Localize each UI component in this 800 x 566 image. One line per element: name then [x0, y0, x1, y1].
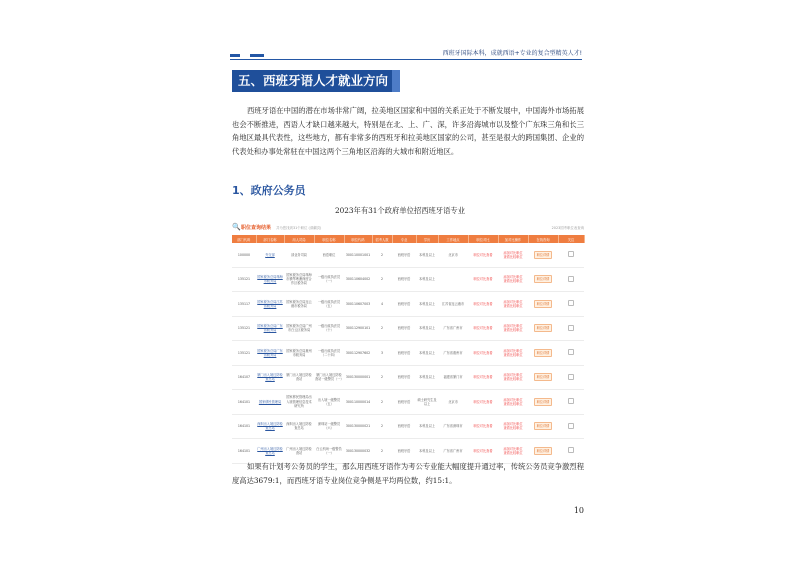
cell-major: 西班牙语 [392, 292, 416, 317]
consult-button[interactable]: 职位详情 [534, 324, 553, 332]
column-header: 招考人数 [372, 235, 392, 243]
cell-follow[interactable] [558, 243, 584, 267]
cell-compare[interactable]: 职位对比查看 [468, 316, 498, 341]
cell-loc: 福建省厦门市 [438, 365, 468, 390]
cell-num: 4 [372, 292, 392, 317]
cell-num: 2 [372, 365, 392, 390]
follow-checkbox[interactable] [568, 374, 574, 380]
cell-num: 2 [372, 243, 392, 267]
cell-consult[interactable] [528, 292, 558, 317]
cell-code: 100000 [232, 243, 256, 267]
consult-button[interactable]: 职位详情 [534, 447, 553, 455]
cell-loc: 广东省广州市 [438, 439, 468, 464]
cell-code: 135117 [232, 292, 256, 317]
cell-act[interactable]: 添加对比职位 查看比较职位 [498, 292, 528, 317]
column-header: 关注 [558, 235, 584, 243]
table-title: 职位查询结果 [241, 225, 272, 231]
cell-compare[interactable]: 职位对比查看 [468, 414, 498, 439]
cell-edu: 本科及以上 [416, 341, 438, 366]
follow-checkbox[interactable] [568, 398, 574, 404]
cell-loc: 广东省惠州市 [438, 341, 468, 366]
cell-dept[interactable]: 广州出入境边防检查总站 [256, 439, 284, 464]
cell-follow[interactable] [558, 292, 584, 317]
cell-compare[interactable]: 职位对比查看 [468, 292, 498, 317]
job-table [232, 235, 585, 464]
cell-compare[interactable]: 职位对比查看 [468, 341, 498, 366]
column-header: 用人司局 [284, 235, 314, 243]
cell-pos: 深圳站一级警员（六） [314, 414, 344, 439]
cell-major: 西班牙语 [392, 365, 416, 390]
consult-button[interactable]: 职位详情 [534, 422, 553, 430]
cell-edu: 本科及以上 [416, 267, 438, 292]
table-row [232, 316, 584, 341]
cell-pos: 一级行政执法员（十） [314, 316, 344, 341]
cell-code: 135121 [232, 267, 256, 292]
cell-follow[interactable] [558, 316, 584, 341]
cell-pcode: 300130000001 [344, 365, 372, 390]
cell-edu: 硕士研究生及以上 [416, 390, 438, 415]
cell-code: 135121 [232, 316, 256, 341]
cell-act[interactable]: 添加对比职位 查看比较职位 [498, 341, 528, 366]
table-row [232, 292, 584, 317]
cell-pcode: 300110001001 [344, 243, 372, 267]
cell-bureau: 国家税务总局珠海市横琴粤澳深度合作区税务局 [284, 267, 314, 292]
follow-checkbox[interactable] [568, 251, 574, 257]
cell-num: 2 [372, 390, 392, 415]
follow-checkbox[interactable] [568, 447, 574, 453]
consult-button[interactable]: 职位详情 [534, 349, 553, 357]
cell-dept[interactable]: 国家税务总局珠海市税务局 [256, 267, 284, 292]
cell-act[interactable]: 添加对比职位 查看比较职位 [498, 439, 528, 464]
cell-bureau: 国家税务总局惠州市税务局 [284, 341, 314, 366]
cell-dept[interactable]: 深圳出入境边防检查总站 [256, 414, 284, 439]
cell-num: 2 [372, 439, 392, 464]
cell-bureau: 国家税务总局广州市白云区税务局 [284, 316, 314, 341]
subsection-title: 1、政府公务员 [232, 184, 306, 197]
cell-pcode: 300110604002 [344, 267, 372, 292]
cell-code: 135121 [232, 341, 256, 366]
cell-consult[interactable] [528, 243, 558, 267]
column-header: 在线咨询 [528, 235, 558, 243]
cell-pos: 出入境一级警员（五） [314, 390, 344, 415]
consult-button[interactable]: 职位详情 [534, 398, 553, 406]
table-row [232, 267, 584, 292]
cell-loc: 广东省广州市 [438, 316, 468, 341]
column-header: 部门名称 [256, 235, 284, 243]
cell-pos: 西语职位 [314, 243, 344, 267]
column-header: 学历 [416, 235, 438, 243]
cell-code: 164101 [232, 414, 256, 439]
cell-edu: 本科及以上 [416, 439, 438, 464]
cell-compare[interactable]: 职位对比查看 [468, 390, 498, 415]
cell-major: 西班牙语 [392, 439, 416, 464]
cell-pcode: 300130000032 [344, 439, 372, 464]
column-header: 职位对比 [468, 235, 498, 243]
cell-act[interactable]: 添加对比职位 查看比较职位 [498, 365, 528, 390]
column-header: 专业 [392, 235, 416, 243]
column-header: 职位代码 [344, 235, 372, 243]
cell-major: 西班牙语 [392, 390, 416, 415]
cell-pos: 一级行政执法员（五） [314, 292, 344, 317]
cell-consult[interactable] [528, 414, 558, 439]
cell-major: 西班牙语 [392, 267, 416, 292]
table-header-row [232, 235, 584, 243]
cell-consult[interactable] [528, 267, 558, 292]
cell-act[interactable]: 添加对比职位 查看比较职位 [498, 267, 528, 292]
cell-edu: 本科及以上 [416, 292, 438, 317]
cell-act[interactable]: 添加对比职位 查看比较职位 [498, 390, 528, 415]
cell-major: 西班牙语 [392, 341, 416, 366]
intro-paragraph: 西班牙语在中国的潜在市场非常广阔，拉美地区国家和中国的关系正处于不断发展中，中国海外市场拓展也会不断推进，西语人才缺口越来越大，特别是在北、上、广、深，许多沿海城市以及整个广东珠三角和长三角地区最具代表性，这些地方，都有非常多的西班牙和拉美地区国家的公司，甚至是很大的跨国集团、企业的代表处和办事处常驻在中国这两个三角地区沿海的大城市和附近地区。 [232, 106, 584, 156]
cell-act[interactable]: 添加对比职位 查看比较职位 [498, 414, 528, 439]
table-row [232, 243, 584, 267]
cell-pos: 一级行政执法员（一） [314, 267, 344, 292]
cell-follow[interactable] [558, 390, 584, 415]
cell-num: 2 [372, 414, 392, 439]
cell-compare[interactable]: 职位对比查看 [468, 365, 498, 390]
cell-follow[interactable] [558, 414, 584, 439]
cell-follow[interactable] [558, 267, 584, 292]
cell-act[interactable]: 添加对比职位 查看比较职位 [498, 243, 528, 267]
cell-num: 2 [372, 316, 392, 341]
cell-dept[interactable]: 外交部 [256, 243, 284, 267]
column-header: 职位名称 [314, 235, 344, 243]
cell-loc: 江苏省连云港市 [438, 292, 468, 317]
cell-pcode: 300112900101 [344, 316, 372, 341]
cell-bureau: 国家移民管理局出入境管理信息技术研究所 [284, 390, 314, 415]
table-row [232, 365, 584, 390]
consult-button[interactable]: 职位详情 [534, 251, 553, 259]
table-header-bar [232, 221, 584, 235]
header-rule [230, 59, 582, 60]
cell-pos: 白云机场一级警员（一） [314, 439, 344, 464]
cell-consult[interactable] [528, 365, 558, 390]
follow-checkbox[interactable] [568, 325, 574, 331]
cell-follow[interactable] [558, 341, 584, 366]
follow-checkbox[interactable] [568, 349, 574, 355]
cell-major: 西班牙语 [392, 414, 416, 439]
cell-edu: 本科及以上 [416, 414, 438, 439]
cell-follow[interactable] [558, 365, 584, 390]
cell-compare[interactable]: 职位对比查看 [468, 439, 498, 464]
consult-button[interactable]: 职位详情 [534, 275, 553, 283]
column-header: 工作地点 [438, 235, 468, 243]
cell-dept[interactable]: 国家税务总局江苏省税务局 [256, 292, 284, 317]
cell-pcode: 300110000014 [344, 390, 372, 415]
cell-pcode: 300130000021 [344, 414, 372, 439]
document-page [208, 40, 592, 530]
page-number: 10 [573, 506, 584, 515]
cell-code: 164101 [232, 439, 256, 464]
cell-compare[interactable]: 职位对比查看 [468, 267, 498, 292]
table-subtitle: 共为您找到31个职位 (请翻页) [276, 226, 322, 230]
cell-major: 西班牙语 [392, 243, 416, 267]
table-row [232, 390, 584, 415]
cell-code: 164101 [232, 390, 256, 415]
header-tagline: 西班牙国际本科，成就西语+专业的复合型精英人才! [442, 50, 582, 57]
follow-checkbox[interactable] [568, 300, 574, 306]
cell-consult[interactable] [528, 341, 558, 366]
cell-dept[interactable]: 国家税务总局广东省税务局 [256, 316, 284, 341]
table-row [232, 414, 584, 439]
cell-loc: 广东省深圳市 [438, 414, 468, 439]
cell-pos: 厦门出入境边防检查站一级警员（一） [314, 365, 344, 390]
cell-bureau: 国家税务总局连云港市税务局 [284, 292, 314, 317]
cell-bureau: 深圳出入境边防检查总站 [284, 414, 314, 439]
cell-pos: 一级行政执法员（二十四） [314, 341, 344, 366]
cell-major: 西班牙语 [392, 316, 416, 341]
closing-paragraph: 如果有计划考公务员的学生，那么用西班牙语作为考公专业能大幅度提升通过率，传统公务员竞争激烈程度高达3679:1，而西班牙语专业岗位竞争侧是平均两位数，约15:1。 [232, 462, 584, 485]
cell-num: 3 [372, 341, 392, 366]
table-row [232, 341, 584, 366]
table-right-note: 2023国考职位表查询 [551, 226, 584, 230]
cell-compare[interactable]: 职位对比查看 [468, 243, 498, 267]
cell-pcode: 300112907602 [344, 341, 372, 366]
cell-consult[interactable] [528, 316, 558, 341]
follow-checkbox[interactable] [568, 423, 574, 429]
cell-consult[interactable] [528, 390, 558, 415]
cell-dept[interactable]: 国家税务总局广东省税务局 [256, 341, 284, 366]
cell-bureau: 厦门出入境边防检查站 [284, 365, 314, 390]
cell-edu: 本科及以上 [416, 365, 438, 390]
cell-dept[interactable]: 国家移民管理局 [256, 390, 284, 415]
header-decoration [230, 54, 270, 58]
column-header: 部门代码 [232, 235, 256, 243]
follow-checkbox[interactable] [568, 276, 574, 282]
cell-act[interactable]: 添加对比职位 查看比较职位 [498, 316, 528, 341]
cell-edu: 本科及以上 [416, 316, 438, 341]
cell-edu: 本科及以上 [416, 243, 438, 267]
section-title: 五、西班牙语人才就业方向 [232, 70, 400, 92]
cell-loc [438, 267, 468, 292]
cell-bureau: 广州出入境边防检查站 [284, 439, 314, 464]
consult-button[interactable]: 职位详情 [534, 373, 553, 381]
cell-dept[interactable]: 厦门出入境边防检查总站 [256, 365, 284, 390]
job-table-screenshot [232, 221, 584, 455]
cell-loc: 北京市 [438, 243, 468, 267]
cell-code: 164107 [232, 365, 256, 390]
table-caption: 2023年有31个政府单位招西班牙语专业 [334, 206, 465, 215]
cell-bureau: 部业务司局 [284, 243, 314, 267]
column-header: 加对比操作 [498, 235, 528, 243]
cell-pcode: 300110607003 [344, 292, 372, 317]
consult-button[interactable]: 职位详情 [534, 300, 553, 308]
search-icon: 🔍 [232, 223, 241, 231]
cell-num: 2 [372, 267, 392, 292]
cell-loc: 北京市 [438, 390, 468, 415]
